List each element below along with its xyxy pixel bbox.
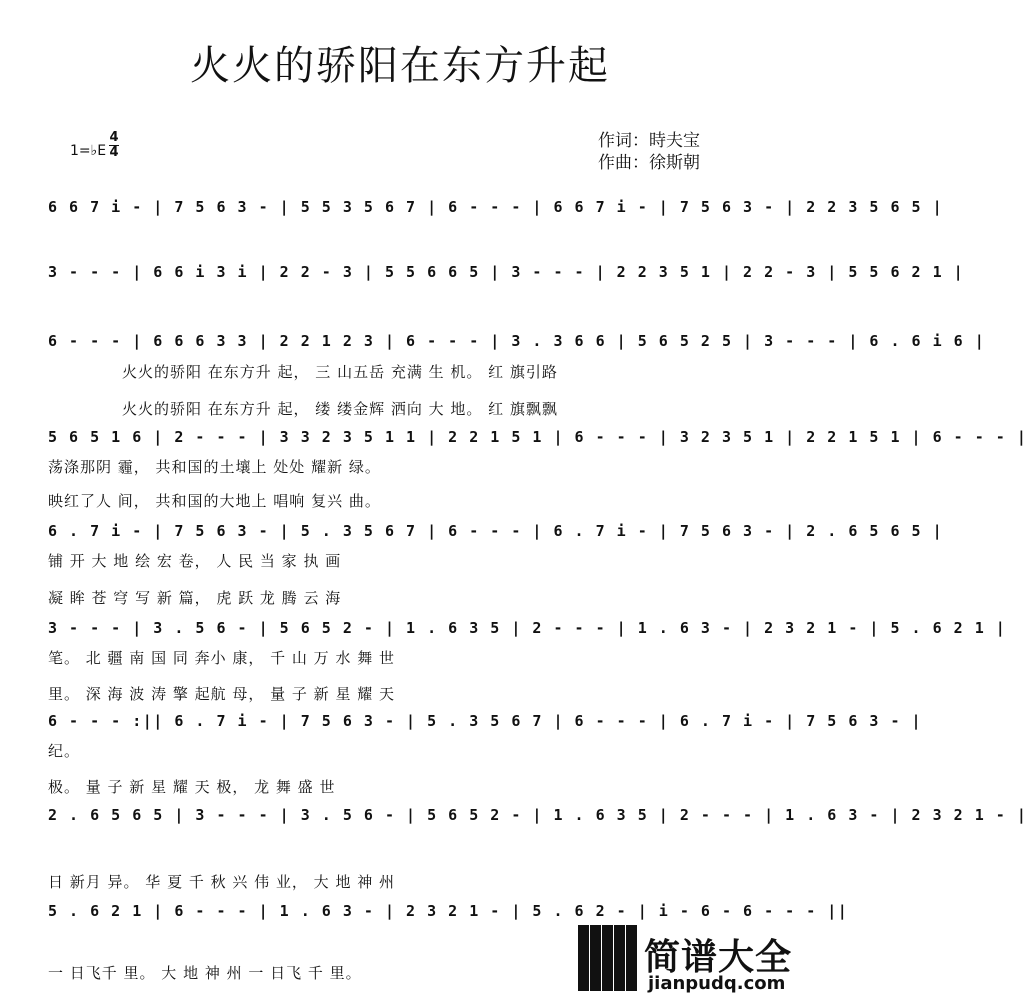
site-logo	[578, 925, 800, 1000]
composer-credit: 作曲：徐斯朝	[598, 153, 700, 173]
notation-line-9: 5 . 6 2 1 | 6 - - - | 1 . 6 3 - | 2 3 2 1 - | 5 . 6 2 - | i - 6 - 6 - - - ||	[48, 902, 849, 920]
lyric-line-5b: 极。 量 子 新 星 耀 天 极， 龙 舞 盛 世	[48, 778, 336, 796]
notation-line-6: 3 - - - | 3 . 5 6 - | 5 6 5 2 - | 1 . 6 3 5 | 2 - - - | 1 . 6 3 - | 2 3 2 1 - | 5 . 6 2 1 |	[48, 619, 1007, 637]
lyric-line-2a: 荡涤那阴 霾， 共和国的土壤上 处处 耀新 绿。	[48, 458, 381, 476]
piano-keys-icon	[578, 925, 638, 991]
lyric-line-4a: 笔。 北 疆 南 国 同 奔小 康， 千 山 万 水 舞 世	[48, 649, 395, 667]
lyric-line-4b: 里。 深 海 波 涛 擎 起航 母， 量 子 新 星 耀 天	[48, 685, 395, 703]
notation-line-8: 2 . 6 5 6 5 | 3 - - - | 3 . 5 6 - | 5 6 5 2 - | 1 . 6 3 5 | 2 - - - | 1 . 6 3 - | 2 3 2 1 - |	[48, 806, 1027, 824]
lyric-line-1a: 火火的骄阳 在东方升 起， 三 山五岳 充满 生 机。 红 旗引路	[122, 363, 558, 381]
lyric-line-6: 日 新月 异。 华 夏 千 秋 兴 伟 业， 大 地 神 州	[48, 873, 395, 891]
lyric-line-2b: 映红了人 间， 共和国的大地上 唱响 复兴 曲。	[48, 492, 381, 510]
key-signature: 1=♭E	[70, 143, 107, 159]
notation-line-2: 3 - - - | 6 6 i 3 i | 2 2 - 3 | 5 5 6 6 5 | 3 - - - | 2 2 3 5 1 | 2 2 - 3 | 5 5 6 2 1 |	[48, 263, 965, 281]
lyric-line-5a: 纪。	[48, 742, 81, 760]
notation-line-7: 6 - - - :|| 6 . 7 i - | 7 5 6 3 - | 5 . 3 5 6 7 | 6 - - - | 6 . 7 i - | 7 5 6 3 - |	[48, 712, 923, 730]
lyric-line-3a: 铺 开 大 地 绘 宏 卷， 人 民 当 家 执 画	[48, 552, 342, 570]
notation-line-5: 6 . 7 i - | 7 5 6 3 - | 5 . 3 5 6 7 | 6 - - - | 6 . 7 i - | 7 5 6 3 - | 2 . 6 5 6 5 |	[48, 522, 944, 540]
time-signature-bottom: 4	[109, 145, 119, 160]
logo-site: jianpudq.com	[648, 973, 786, 994]
lyric-line-3b: 凝 眸 苍 穹 写 新 篇， 虎 跃 龙 腾 云 海	[48, 589, 342, 607]
time-signature	[108, 131, 120, 160]
lyric-line-7: 一 日飞千 里。 大 地 神 州 一 日飞 千 里。	[48, 964, 362, 982]
notation-line-1: 6 6 7 i - | 7 5 6 3 - | 5 5 3 5 6 7 | 6 - - - | 6 6 7 i - | 7 5 6 3 - | 2 2 3 5 6 5 |	[48, 198, 944, 216]
time-signature-top: 4	[109, 130, 119, 145]
notation-line-3: 6 - - - | 6 6 6 3 3 | 2 2 1 2 3 | 6 - - - | 3 . 3 6 6 | 5 6 5 2 5 | 3 - - - | 6 . 6 i 6 |	[48, 332, 986, 350]
notation-line-4: 5 6 5 1 6 | 2 - - - | 3 3 2 3 5 1 1 | 2 2 1 5 1 | 6 - - - | 3 2 3 5 1 | 2 2 1 5 1 | 6 - - - |	[48, 428, 1027, 446]
logo-brand: 简谱大全	[644, 937, 793, 978]
lyricist-credit: 作词：時夫宝	[598, 131, 700, 151]
lyric-line-1b: 火火的骄阳 在东方升 起， 缕 缕金辉 洒向 大 地。 红 旗飘飘	[122, 400, 558, 418]
song-title: 火火的骄阳在东方升起	[190, 43, 610, 89]
